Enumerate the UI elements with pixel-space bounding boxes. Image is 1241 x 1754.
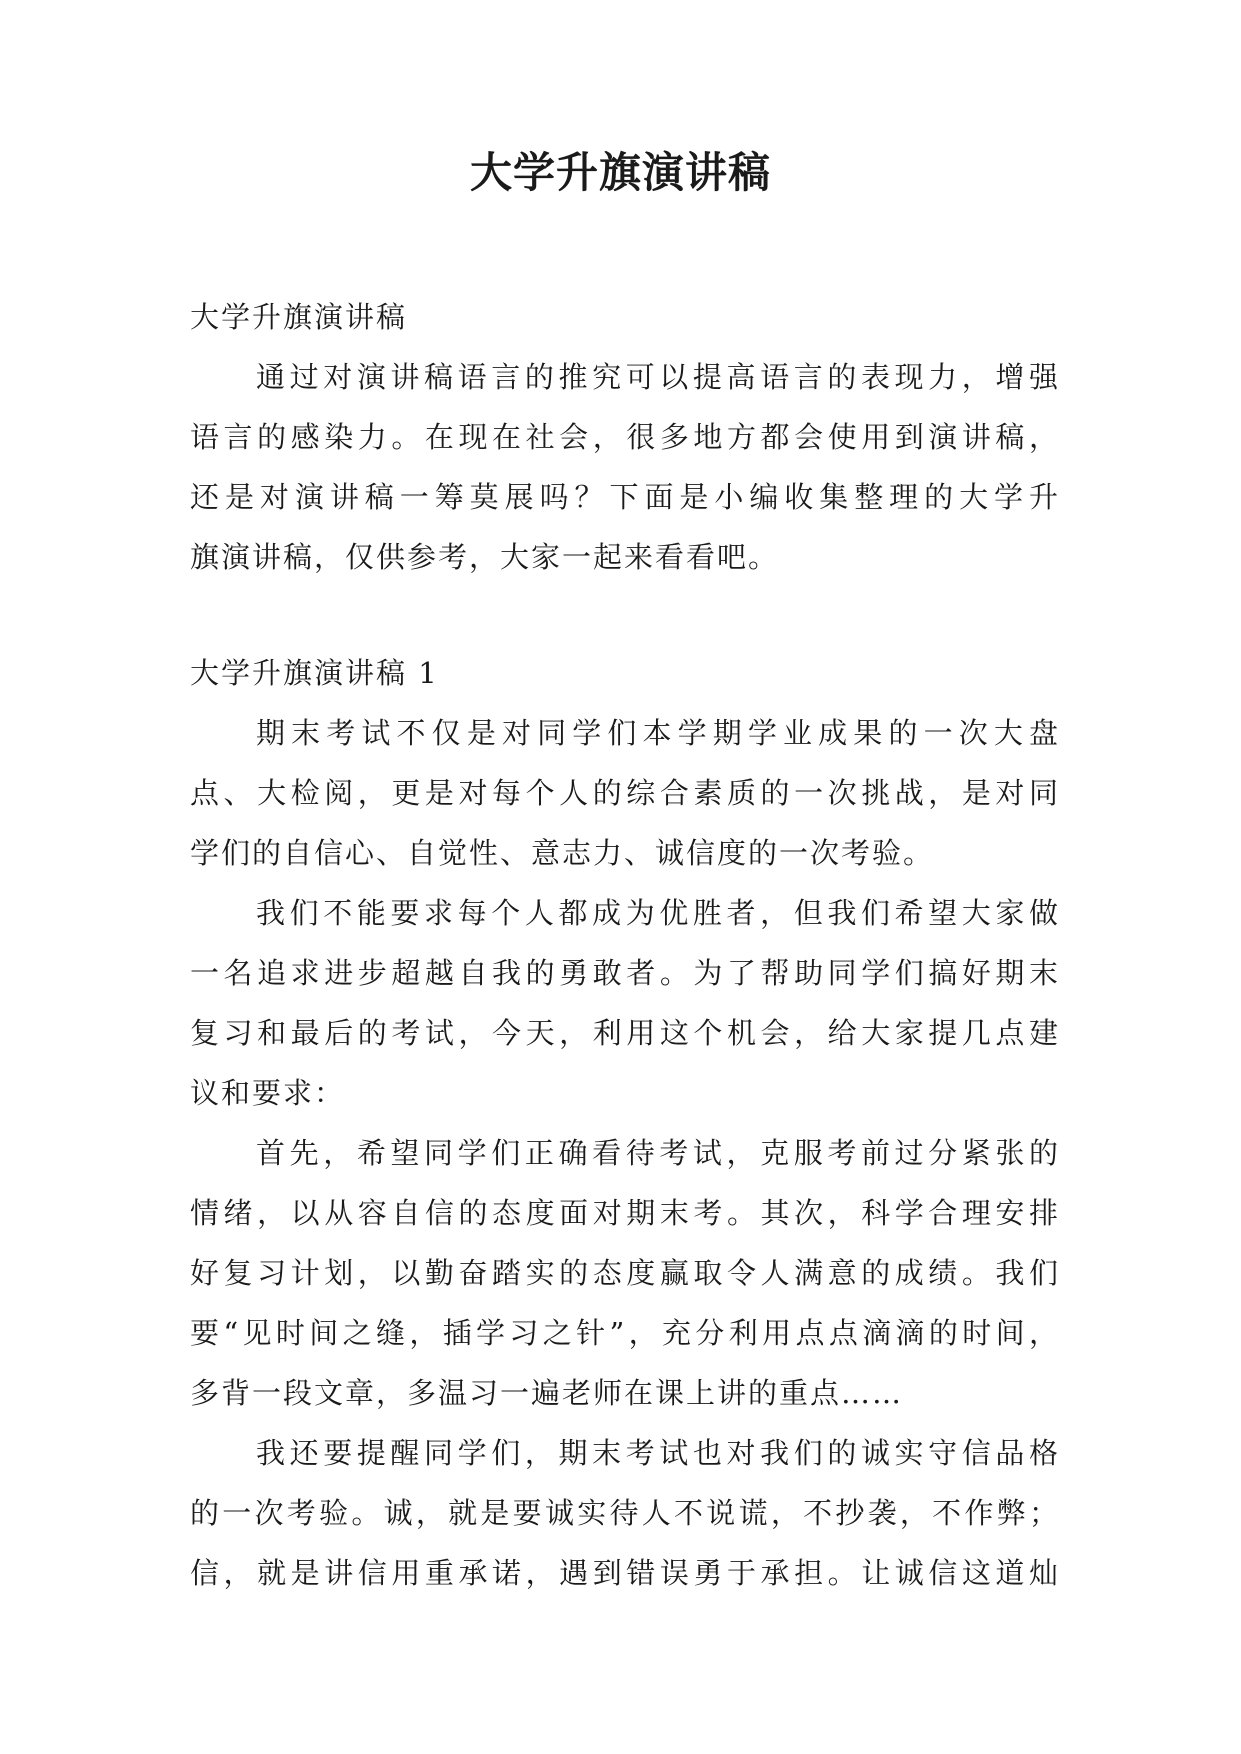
intro-paragraph (190, 347, 1060, 587)
paragraph-line: 学们的自信心、自觉性、意志力、诚信度的一次考验。 (190, 836, 935, 870)
paragraph-line: 语言的感染力。在现在社会，很多地方都会使用到演讲稿， (190, 420, 1060, 454)
section-paragraph (190, 883, 1060, 1123)
section-paragraph (190, 703, 1060, 883)
document-body (190, 287, 1060, 1603)
paragraph-line: 多背一段文章，多温习一遍老师在课上讲的重点…… (190, 1376, 904, 1410)
paragraph-line: 情绪，以从容自信的态度面对期末考。其次，科学合理安排 (190, 1196, 1060, 1230)
paragraph-line: 通过对演讲稿语言的推究可以提高语言的表现力，增强 (256, 360, 1060, 394)
paragraph-line: 期末考试不仅是对同学们本学期学业成果的一次大盘 (256, 716, 1060, 750)
section-paragraph (190, 1423, 1060, 1603)
intro-heading: 大学升旗演讲稿 (190, 300, 408, 334)
paragraph-line: 复习和最后的考试，今天，利用这个机会，给大家提几点建 (190, 1016, 1060, 1050)
section-spacer (190, 587, 1060, 643)
paragraph-line: 我还要提醒同学们，期末考试也对我们的诚实守信品格 (256, 1436, 1060, 1470)
document-title: 大学升旗演讲稿 (469, 148, 771, 197)
paragraph-line: 的一次考验。诚，就是要诚实待人不说谎，不抄袭，不作弊； (190, 1496, 1060, 1530)
paragraph-line: 议和要求： (190, 1076, 346, 1110)
paragraph-line: 旗演讲稿，仅供参考，大家一起来看看吧。 (190, 540, 780, 574)
paragraph-line: 好复习计划，以勤奋踏实的态度赢取令人满意的成绩。我们 (190, 1256, 1060, 1290)
paragraph-line: 一名追求进步超越自我的勇敢者。为了帮助同学们搞好期末 (190, 956, 1060, 990)
paragraph-line: 还是对演讲稿一筹莫展吗？下面是小编收集整理的大学升 (190, 480, 1060, 514)
paragraph-line: 首先，希望同学们正确看待考试，克服考前过分紧张的 (256, 1136, 1060, 1170)
section-heading: 大学升旗演讲稿 1 (190, 656, 439, 690)
paragraph-line: 点、大检阅，更是对每个人的综合素质的一次挑战，是对同 (190, 776, 1060, 810)
paragraph-line: 信，就是讲信用重承诺，遇到错误勇于承担。让诚信这道灿 (190, 1556, 1060, 1590)
section-paragraph (190, 1123, 1060, 1423)
paragraph-line: 我们不能要求每个人都成为优胜者，但我们希望大家做 (256, 896, 1060, 930)
paragraph-line: 要“见时间之缝，插学习之针”，充分利用点点滴滴的时间， (190, 1316, 1060, 1350)
